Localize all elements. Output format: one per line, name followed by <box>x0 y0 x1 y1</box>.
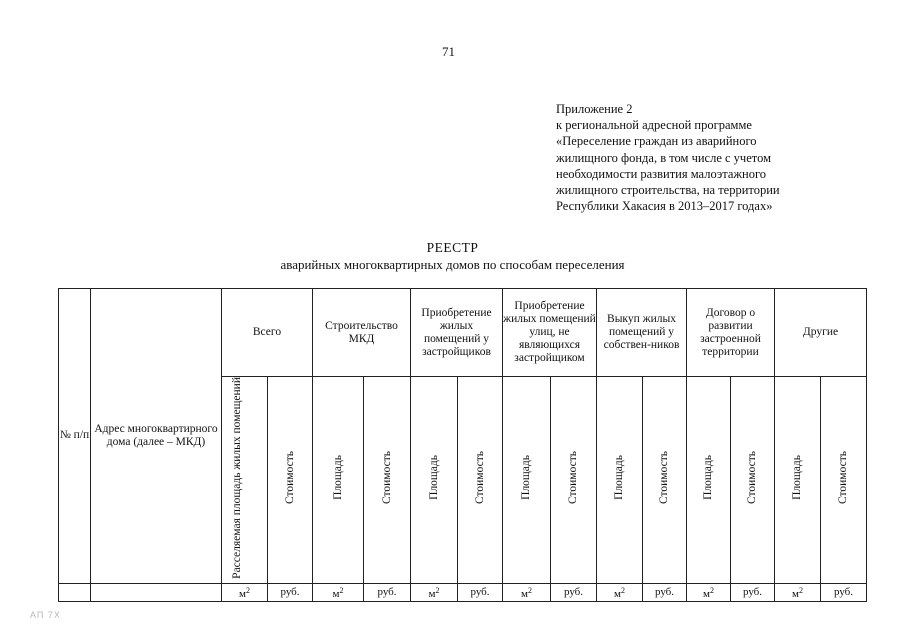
unit-cell-cost: руб. <box>643 583 687 601</box>
unit-cell-empty <box>91 583 222 601</box>
sub-header-area <box>687 377 731 584</box>
page-number: 71 <box>442 44 455 59</box>
appendix-line: Республики Хакасия в 2013–2017 годах» <box>556 199 773 214</box>
group-header-other: Другие <box>775 289 867 377</box>
sub-header-cost-label: Стоимость <box>380 451 393 505</box>
group-header-purchase-developers: Приобретение жилых помещений у застройщиков <box>411 289 503 377</box>
sub-header-area <box>411 377 458 584</box>
group-header-development-agreement: Договор о развитии застроенной территории <box>687 289 775 377</box>
unit-cell-cost: руб. <box>821 583 867 601</box>
unit-cell-cost: руб. <box>268 583 313 601</box>
col-number-header: № п/п <box>59 289 91 584</box>
units-row <box>59 583 867 601</box>
sub-header-area <box>775 377 821 584</box>
unit-cell-area: $м^2$ <box>222 583 268 601</box>
sub-header-cost-label: Стоимость <box>283 451 296 505</box>
sub-header-area-label: Расселяемая площадь жилых помещений <box>230 377 243 579</box>
sub-header-cost-label: Стоимость <box>837 451 849 505</box>
unit-cell-area: $м^2$ <box>411 583 458 601</box>
unit-cell-cost: руб. <box>731 583 775 601</box>
appendix-line: к региональной адресной программе <box>556 118 752 133</box>
sub-header-area <box>222 377 268 584</box>
unit-cell-area: $м^2$ <box>597 583 643 601</box>
scan-corner-mark: АП 7Х <box>30 610 61 620</box>
sub-header-cost <box>551 377 597 584</box>
sub-header-cost <box>821 377 867 584</box>
registry-subtitle: аварийных многоквартирных домов по способам переселения <box>280 257 625 272</box>
group-header-construction: Строительство МКД <box>313 289 411 377</box>
sub-header-area-label: Площадь <box>702 455 714 501</box>
sub-header-cost <box>731 377 775 584</box>
sub-header-cost-label: Стоимость <box>473 451 486 505</box>
unit-cell-area: $м^2$ <box>775 583 821 601</box>
sub-header-area <box>597 377 643 584</box>
sub-header-area-label: Площадь <box>613 455 625 501</box>
unit-cell-empty <box>59 583 91 601</box>
unit-cell-cost: руб. <box>364 583 411 601</box>
unit-cell-area: $м^2$ <box>313 583 364 601</box>
registry-title: РЕЕСТР <box>426 240 479 255</box>
appendix-line: необходимости развития малоэтажного <box>556 166 767 181</box>
sub-header-area <box>313 377 364 584</box>
sub-header-cost <box>643 377 687 584</box>
sub-header-cost-label: Стоимость <box>658 451 670 505</box>
appendix-line: «Переселение граждан из аварийного <box>556 134 757 149</box>
sub-header-area-label: Площадь <box>520 455 532 501</box>
group-header-buyout: Выкуп жилых помещений у собствен-ников <box>597 289 687 377</box>
unit-cell-area: $м^2$ <box>687 583 731 601</box>
unit-cell-area: $м^2$ <box>503 583 551 601</box>
sub-header-area-label: Площадь <box>791 455 803 501</box>
unit-cell-cost: руб. <box>458 583 503 601</box>
sub-header-cost <box>268 377 313 584</box>
unit-cell-cost: руб. <box>551 583 597 601</box>
appendix-block <box>556 101 856 214</box>
col-address-header: Адрес многоквартирного дома (далее – МКД) <box>91 289 222 584</box>
sub-header-cost-label: Стоимость <box>567 451 579 505</box>
sub-header-area-label: Площадь <box>331 455 344 501</box>
appendix-line: жилищного фонда, в том числе с учетом <box>556 150 771 165</box>
sub-header-area-label: Площадь <box>427 455 440 501</box>
sub-header-cost <box>364 377 411 584</box>
sub-header-cost <box>458 377 503 584</box>
sub-header-area <box>503 377 551 584</box>
appendix-line: Приложение 2 <box>556 102 633 116</box>
sub-header-cost-label: Стоимость <box>746 451 758 505</box>
appendix-line: жилищного строительства, на территории <box>556 183 780 198</box>
group-header-total: Всего <box>222 289 313 377</box>
group-header-purchase-non-developers: Приобретение жилых помещений улиц, не являющихся застройщиком <box>503 289 597 377</box>
registry-table <box>58 288 867 602</box>
